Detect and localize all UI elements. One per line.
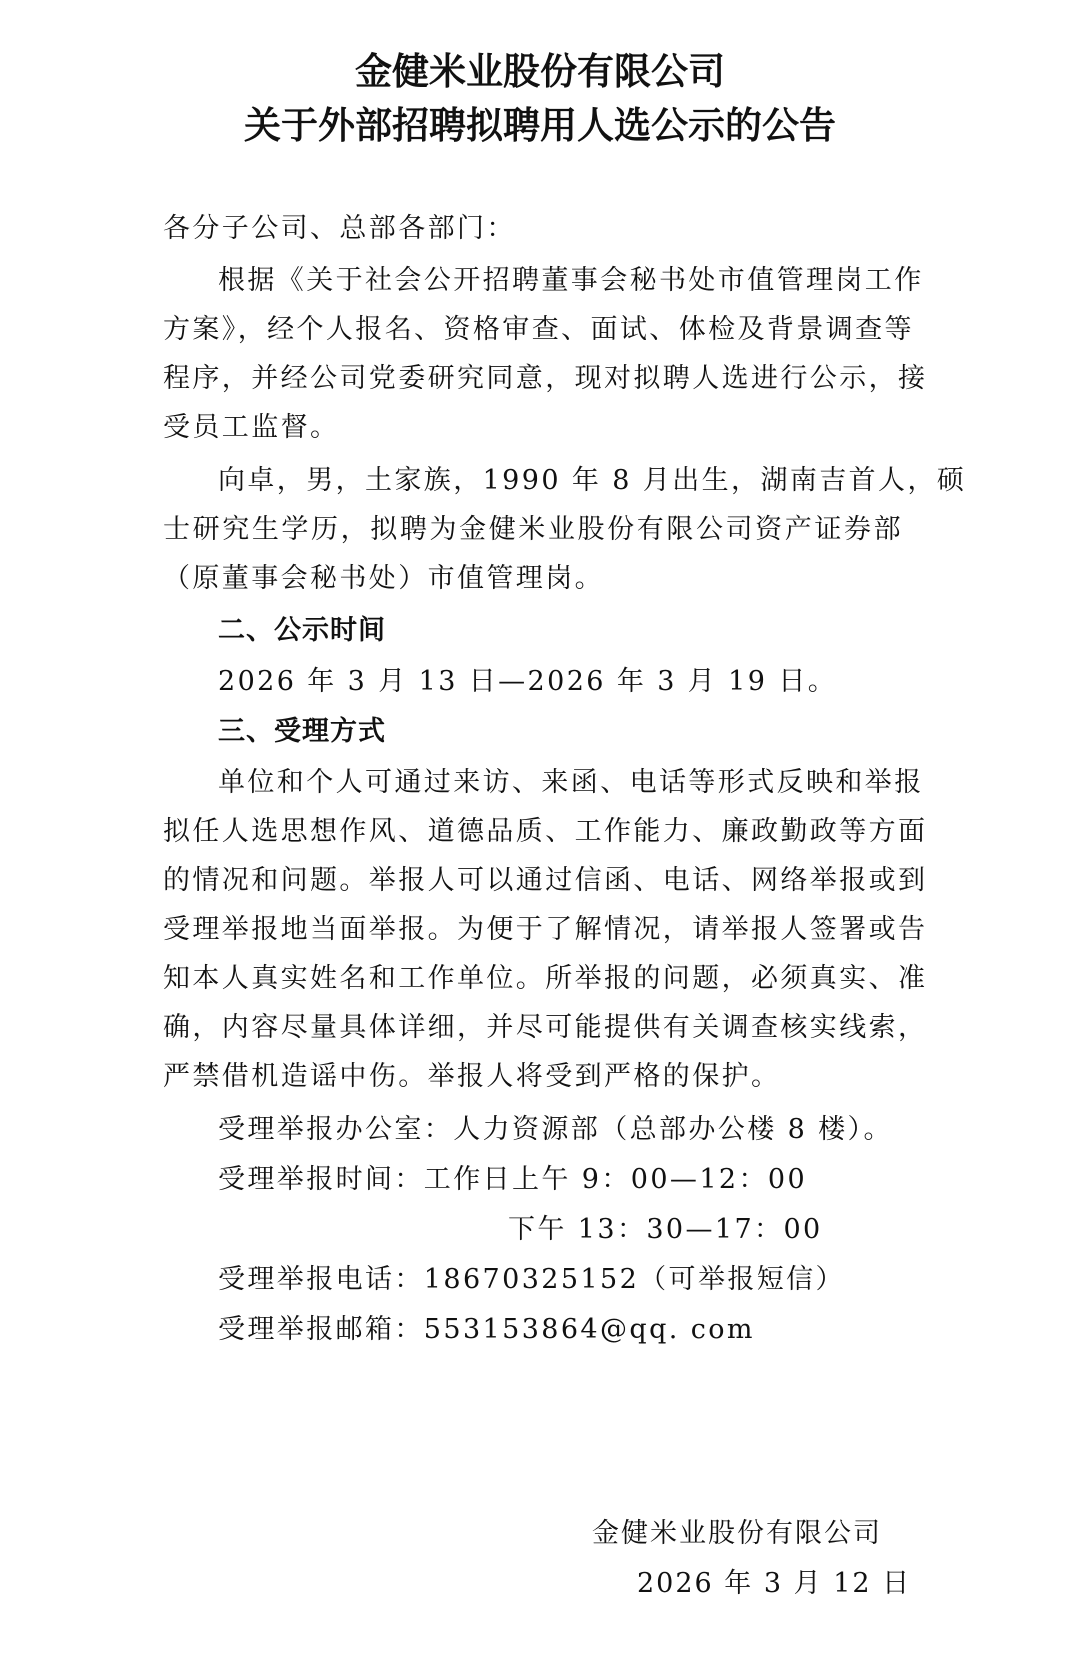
publicity-period: 2026 年 3 月 13 日—2026 年 3 月 19 日。 <box>218 666 838 697</box>
report-time-afternoon: 下午 13：30—17：00 <box>508 1214 823 1245</box>
report-phone: 受理举报电话：18670325152（可举报短信） <box>218 1264 845 1295</box>
paragraph-3-line-5: 知本人真实姓名和工作单位。所举报的问题，必须真实、准 <box>163 963 928 994</box>
signature-company: 金健米业股份有限公司 <box>592 1518 882 1549</box>
document-title-line-1: 金健米业股份有限公司 <box>355 50 725 93</box>
paragraph-2-line-3: （原董事会秘书处）市值管理岗。 <box>163 563 604 594</box>
paragraph-1-line-2: 方案》，经个人报名、资格审查、面试、体检及背景调查等 <box>163 314 914 345</box>
paragraph-3-line-2: 拟任人选思想作风、道德品质、工作能力、廉政勤政等方面 <box>163 816 928 847</box>
paragraph-3-line-3: 的情况和问题。举报人可以通过信函、电话、网络举报或到 <box>163 865 928 896</box>
paragraph-3-line-6: 确，内容尽量具体详细，并尽可能提供有关调查核实线索， <box>163 1012 928 1043</box>
paragraph-2-line-1: 向卓，男，土家族，1990 年 8 月出生，湖南吉首人，硕 <box>218 465 967 496</box>
paragraph-1-line-4: 受员工监督。 <box>163 412 340 443</box>
paragraph-1-line-3: 程序，并经公司党委研究同意，现对拟聘人选进行公示，接 <box>163 363 928 394</box>
paragraph-3-line-1: 单位和个人可通过来访、来函、电话等形式反映和举报 <box>218 767 924 798</box>
section-heading-acceptance-method: 三、受理方式 <box>218 716 386 747</box>
salutation: 各分子公司、总部各部门： <box>163 213 516 244</box>
paragraph-3-line-7: 严禁借机造谣中伤。举报人将受到严格的保护。 <box>163 1061 781 1092</box>
section-heading-publicity-period: 二、公示时间 <box>218 615 386 646</box>
paragraph-3-line-4: 受理举报地当面举报。为便于了解情况，请举报人签署或告 <box>163 914 928 945</box>
paragraph-2-line-2: 士研究生学历，拟聘为金健米业股份有限公司资产证券部 <box>163 514 903 545</box>
signature-date: 2026 年 3 月 12 日 <box>637 1568 912 1599</box>
report-office: 受理举报办公室：人力资源部（总部办公楼 8 楼）。 <box>218 1114 893 1145</box>
document-title-line-2: 关于外部招聘拟聘用人选公示的公告 <box>244 104 836 147</box>
report-time-morning: 受理举报时间：工作日上午 9：00—12：00 <box>218 1164 808 1195</box>
paragraph-1-line-1: 根据《关于社会公开招聘董事会秘书处市值管理岗工作 <box>218 265 924 296</box>
report-email: 受理举报邮箱：553153864@qq. com <box>218 1314 755 1345</box>
